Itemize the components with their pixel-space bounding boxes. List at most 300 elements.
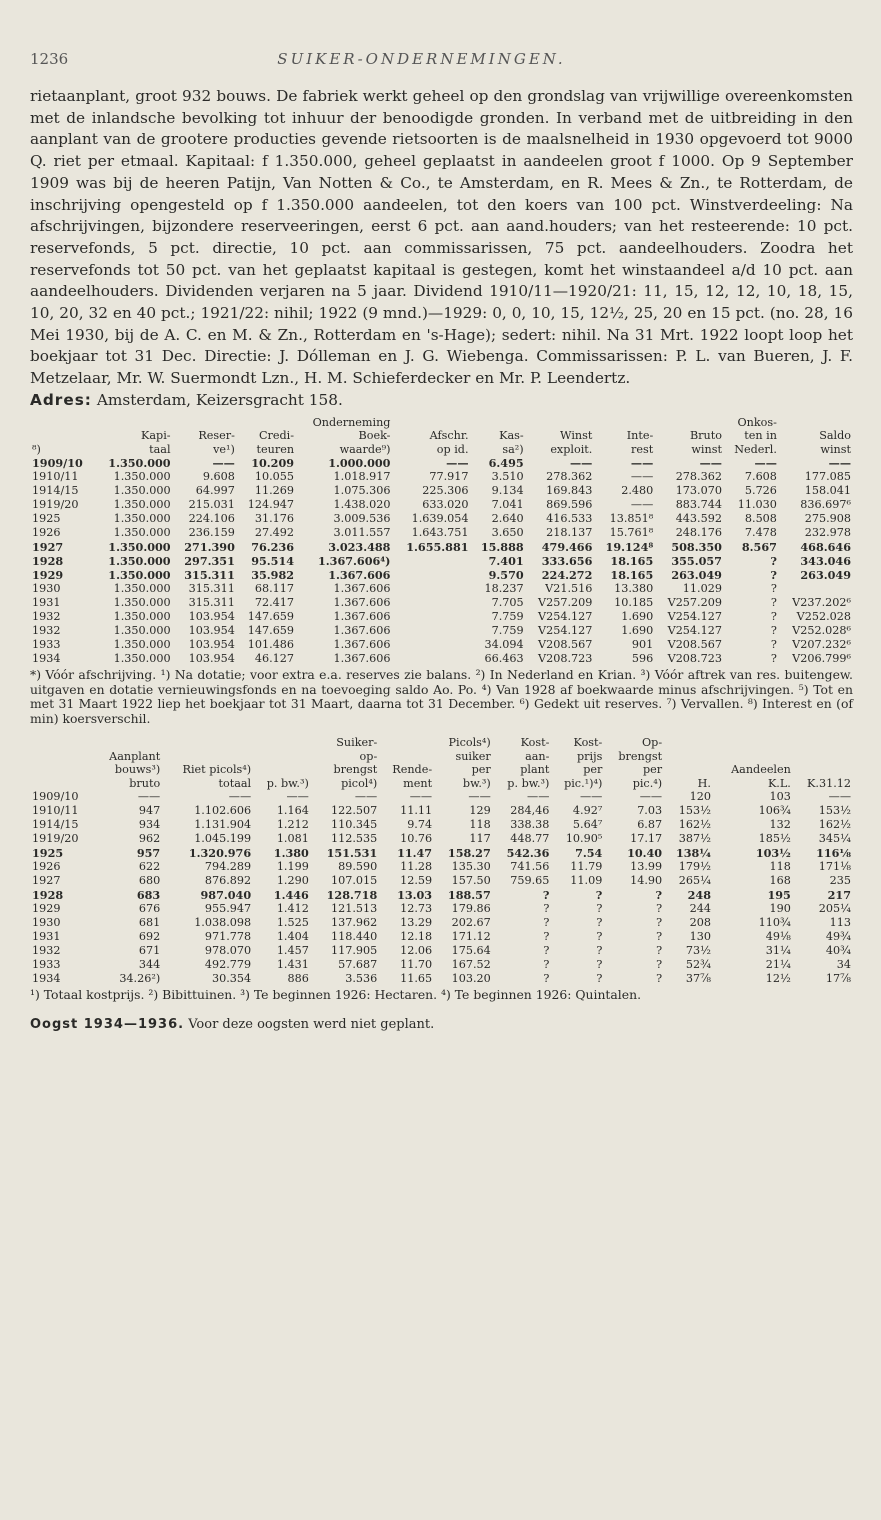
- financial-table-header-cell: Reser-: [198, 429, 235, 443]
- financial-table-header-cell: taal: [149, 442, 171, 456]
- production-table-cell: ——: [137, 790, 161, 804]
- harvest-label: Oogst 1934—1936.: [30, 1016, 185, 1032]
- financial-table-notes: *) Vóór afschrijving. ¹) Na dotatie; voor extra e.a. reserves zie balans. ²) In Nederland en Krian. ³) Vóór aftrek van res. buitengew. uitgaven en dotatie vernieuwingsfonds en na toevoeging saldo Ao. Po. ⁴) Van 1928 af boekwaarde minus afschrijvingen. ⁵) Tot en met 31 Maart 1922 liep het boekjaar tot 31 Maart, daarna tot 31 December. ⁶) Gedekt uit reserves. ⁷) Vervallen. ⁸) Interest en (of min) koersverschil.: [30, 667, 853, 726]
- financial-table-cell: 147.659: [247, 624, 295, 638]
- financial-table-cell: 9.134: [491, 484, 524, 498]
- financial-table-cell: [392, 624, 470, 638]
- production-table-cell: 345¼: [818, 832, 851, 846]
- financial-table-cell: 355.057: [671, 554, 722, 569]
- financial-table-cell: 1.350.000: [108, 568, 171, 583]
- production-table-cell: 1.525: [276, 916, 309, 930]
- production-table-header-cell: pic.⁴): [632, 776, 663, 790]
- production-table-cell: 344: [138, 958, 161, 972]
- financial-table-cell: 15.888: [480, 540, 524, 555]
- financial-table-cell: ?: [770, 568, 777, 583]
- production-table-cell: 195: [767, 888, 791, 903]
- production-table-row: [30, 958, 853, 972]
- production-table-header-cell: [253, 750, 311, 764]
- financial-table-cell: 633.020: [422, 498, 469, 512]
- financial-table-cell: 225.306: [422, 484, 469, 498]
- production-table-header-row: [30, 777, 853, 791]
- production-table-cell: 1928: [32, 888, 64, 903]
- production-table-header-cell: [30, 750, 93, 764]
- production-table-cell: 167.52: [451, 958, 491, 972]
- financial-table-cell: V208.723: [667, 652, 722, 666]
- financial-table-cell: 169.843: [546, 484, 593, 498]
- production-table-cell: ——: [354, 790, 378, 804]
- production-table-cell: 110.345: [330, 818, 378, 832]
- financial-table-cell: 18.237: [484, 582, 524, 596]
- financial-table-row: [30, 624, 853, 638]
- production-table-cell: ?: [596, 902, 603, 916]
- production-table-cell: 1919/20: [32, 832, 79, 846]
- financial-table-cell: [392, 582, 470, 596]
- production-table-header-row: [30, 763, 853, 777]
- production-table-cell: 118: [469, 818, 491, 832]
- production-table-cell: 1.199: [276, 860, 309, 874]
- production-table-header-row: [30, 736, 853, 750]
- production-table-cell: 759.65: [510, 874, 550, 888]
- financial-table-cell: 103.954: [188, 638, 235, 652]
- production-table-cell: 12.59: [400, 874, 433, 888]
- financial-table-header-cell: [779, 416, 853, 430]
- financial-table-cell: 2.480: [621, 484, 654, 498]
- financial-table-cell: 103.954: [188, 610, 235, 624]
- production-table-cell: 876.892: [204, 874, 252, 888]
- financial-table-row: [30, 596, 853, 610]
- production-table-row: [30, 930, 853, 944]
- financial-table-cell: 1929: [32, 568, 64, 583]
- production-table-header-cell: p. bw.³): [266, 776, 309, 790]
- financial-table-cell: 278.362: [675, 470, 722, 484]
- production-table-header-cell: pic.¹)⁴): [564, 776, 603, 790]
- production-table-cell: 13.03: [397, 888, 433, 903]
- production-table: [30, 736, 853, 986]
- company-description: [30, 86, 853, 390]
- financial-table-cell: [392, 638, 470, 652]
- financial-table-cell: 1.350.000: [113, 512, 171, 526]
- production-table-header-cell: op-: [359, 749, 378, 763]
- production-table-cell: 153½: [818, 804, 851, 818]
- financial-table-cell: 18.165: [610, 554, 654, 569]
- production-table-cell: 122.507: [330, 804, 378, 818]
- financial-table-cell: 1926: [32, 526, 61, 540]
- financial-table-cell: 31.176: [254, 512, 295, 526]
- financial-table-header-cell: [173, 416, 237, 430]
- financial-table-cell: 1.438.020: [333, 498, 391, 512]
- production-table-cell: 179½: [678, 860, 711, 874]
- financial-table-header-cell: sa²): [502, 442, 524, 456]
- production-table-cell: 13.99: [630, 860, 663, 874]
- financial-table-cell: 883.744: [675, 498, 722, 512]
- financial-table-cell: ?: [770, 596, 777, 610]
- financial-table-cell: 8.567: [741, 540, 777, 555]
- financial-table-row: [30, 582, 853, 596]
- production-table-row: [30, 916, 853, 930]
- financial-table-cell: 263.049: [800, 568, 851, 583]
- financial-table-cell: V254.127: [538, 610, 593, 624]
- financial-table-row: [30, 484, 853, 498]
- financial-table-header-cell: [594, 416, 655, 430]
- production-table-cell: 244: [689, 902, 711, 916]
- production-table-cell: ?: [543, 972, 550, 986]
- production-table-row: [30, 832, 853, 846]
- production-table-header-cell: [253, 736, 311, 750]
- production-table-cell: 175.64: [451, 944, 491, 958]
- production-table-header-cell: [30, 736, 93, 750]
- financial-table-cell: 103.954: [188, 624, 235, 638]
- financial-table-cell: V21.516: [545, 582, 593, 596]
- production-table-cell: 1.404: [276, 930, 309, 944]
- financial-table-cell: 15.761⁸: [609, 526, 654, 540]
- financial-table-row: [30, 638, 853, 652]
- production-table-cell: 987.040: [200, 888, 252, 903]
- production-table-cell: 151.531: [326, 846, 378, 861]
- financial-table-cell: [392, 554, 470, 568]
- production-table-cell: 52¾: [685, 958, 711, 972]
- financial-table-cell: 7.759: [491, 624, 524, 638]
- production-table-row: [30, 944, 853, 958]
- production-table-row: [30, 804, 853, 818]
- production-table-header-cell: [30, 777, 93, 791]
- production-table-cell: 1.290: [276, 874, 309, 888]
- production-table-cell: 1.164: [276, 804, 309, 818]
- production-table-cell: 1.081: [276, 832, 309, 846]
- financial-table-cell: 3.009.536: [333, 512, 391, 526]
- financial-table-header-cell: Afschr.: [429, 429, 469, 443]
- production-table-cell: 190: [769, 902, 791, 916]
- financial-table-cell: 248.176: [675, 526, 722, 540]
- production-table-cell: 1934: [32, 972, 61, 986]
- production-table-cell: ——: [579, 790, 603, 804]
- financial-table-cell: 5.726: [744, 484, 777, 498]
- financial-table-cell: ——: [446, 456, 469, 471]
- production-table-cell: 1.431: [276, 958, 309, 972]
- production-table-cell: 1.045.199: [194, 832, 252, 846]
- financial-table-row: [30, 652, 853, 666]
- financial-table-cell: 1.350.000: [113, 624, 171, 638]
- harvest-text: Voor deze oogsten werd niet geplant.: [188, 1016, 435, 1032]
- production-table-cell: 1933: [32, 958, 61, 972]
- production-table-cell: 137.962: [330, 916, 378, 930]
- production-table-cell: 11.79: [570, 860, 603, 874]
- production-table-cell: 121.513: [330, 902, 378, 916]
- production-table-cell: 12.06: [400, 944, 433, 958]
- production-table-header-cell: bruto: [129, 776, 161, 790]
- financial-table-cell: 103.954: [188, 652, 235, 666]
- production-table-cell: 11.28: [400, 860, 433, 874]
- financial-table-cell: 19.124⁸: [605, 540, 654, 555]
- financial-table-row: [30, 498, 853, 512]
- financial-table-cell: 1.643.751: [411, 526, 469, 540]
- production-table-cell: 542.36: [506, 846, 550, 861]
- production-table-header-cell: Aanplant: [109, 749, 161, 763]
- production-table-header-cell: [664, 750, 713, 764]
- production-table-header-cell: [93, 736, 162, 750]
- production-table-cell: 17.17: [630, 832, 663, 846]
- financial-table-cell: 34.094: [484, 638, 524, 652]
- production-table-header-cell: [162, 750, 253, 764]
- production-table-cell: 118.440: [330, 930, 378, 944]
- production-table-header-cell: [793, 750, 853, 764]
- page-header: [30, 50, 853, 86]
- financial-table-cell: V257.209: [667, 596, 722, 610]
- production-table-cell: 17⅞: [825, 972, 851, 986]
- financial-table-cell: 9.608: [202, 470, 235, 484]
- production-table-cell: 171⅛: [818, 860, 851, 874]
- financial-table-cell: 10.055: [254, 470, 295, 484]
- production-table-cell: 11.70: [400, 958, 433, 972]
- production-table-cell: ?: [656, 930, 663, 944]
- production-table-cell: 138¼: [675, 846, 711, 861]
- production-table-cell: 1.102.606: [194, 804, 252, 818]
- production-table-cell: 120: [689, 790, 711, 804]
- production-table-cell: 622: [138, 860, 161, 874]
- production-table-cell: 188.57: [447, 888, 491, 903]
- production-table-header-cell: bw.³): [462, 776, 491, 790]
- production-table-header-cell: bouws³): [114, 763, 161, 777]
- production-table-cell: 1931: [32, 930, 61, 944]
- financial-table-cell: ?: [770, 554, 777, 569]
- production-table-notes: ¹) Totaal kostprijs. ²) Bibittuinen. ³) Te beginnen 1926: Hectaren. ⁴) Te beginnen 1926: Quintalen.: [30, 987, 642, 1003]
- financial-table-cell: 68.117: [254, 582, 295, 596]
- financial-table-cell: 224.272: [541, 568, 593, 583]
- production-table-header-row: [30, 750, 853, 764]
- financial-table-cell: 1.367.606: [333, 624, 391, 638]
- production-table-cell: 1.320.976: [188, 846, 252, 861]
- financial-table-cell: ——: [754, 456, 777, 471]
- production-table-cell: 338.38: [510, 818, 550, 832]
- financial-table-cell: 7.608: [744, 470, 777, 484]
- financial-table-cell: 836.697⁶: [800, 498, 851, 512]
- financial-table-header-cell: waarde⁹): [339, 442, 391, 456]
- production-table-cell: 12.18: [400, 930, 433, 944]
- production-table-header-cell: p. bw.³): [507, 776, 550, 790]
- production-table-cell: 10.76: [400, 832, 433, 846]
- production-table-cell: 947: [138, 804, 161, 818]
- production-table-row: [30, 846, 853, 860]
- production-table-header-cell: [793, 763, 853, 777]
- financial-table-cell: 8.508: [744, 512, 777, 526]
- production-table-cell: 162½: [678, 818, 711, 832]
- page-number: 1236: [30, 50, 69, 68]
- production-table-header-cell: Kost-: [520, 735, 550, 749]
- financial-table-cell: 1909/10: [32, 456, 83, 471]
- financial-table-cell: V237.202⁶: [792, 596, 851, 610]
- page: [30, 50, 853, 1032]
- financial-table-header-cell: [30, 416, 95, 430]
- financial-table-cell: 1914/15: [32, 484, 79, 498]
- production-table-cell: 492.779: [204, 958, 252, 972]
- financial-table-header-cell: Bruto: [689, 429, 722, 443]
- production-table-header-cell: Kost-: [573, 735, 603, 749]
- production-table-header-cell: per: [642, 763, 663, 777]
- financial-table-header-cell: rest: [631, 442, 654, 456]
- financial-table-cell: 1.350.000: [113, 484, 171, 498]
- production-table-row: [30, 874, 853, 888]
- production-table-cell: 89.590: [338, 860, 378, 874]
- financial-table-cell: 1.350.000: [113, 652, 171, 666]
- production-table-header-cell: [713, 750, 793, 764]
- production-table-cell: ?: [596, 930, 603, 944]
- financial-table-cell: 1928: [32, 554, 64, 569]
- financial-table-cell: 1.000.000: [328, 456, 391, 471]
- financial-table-header-cell: Inte-: [626, 429, 654, 443]
- production-table-cell: 11.47: [397, 846, 433, 861]
- financial-table-cell: 1.367.606⁴): [317, 554, 391, 569]
- description-paragraph: rietaanplant, groot 932 bouws. De fabriek werkt geheel op den grondslag van vrijwillige overeenkomsten met de inlandsche bevolking tot inhuur der benoodigde gronden. In verband met de uitbreiding in den aanplant van de grootere producties gevende rietsoorten is de maalsnelheid in 1930 opgevoerd tot 9000 Q. riet per etmaal. Kapitaal: f 1.350.000, geheel geplaatst in aandeelen groot f 1000. Op 9 September 1909 was bij de heeren Patijn, Van Notten & Co., te Amsterdam, en R. Mees & Zn., te Rotterdam, de inschrijving opengesteld op f 1.350.000 aandeelen, tot den koers van 100 pct. Winstverdeeling: Na afschrijvingen, bijzondere reserveeringen, eerst 6 pct. aan aand.houders; van het resteerende: 10 pct. reservefonds, 5 pct. directie, 10 pct. aan commissarissen, 75 pct. aandeelhouders. Zoodra het reservefonds tot 50 pct. van het geplaatst kapitaal is gestegen, komt het winstaandeel a/d 10 pct. aan aandeelhouders. Dividenden verjaren na 5 jaar. Dividend 1910/11—1920/21: 11, 15, 12, 12, 10, 18, 15, 10, 20, 32 en 40 pct.; 1921/22: nihil; 1922 (9 mnd.)—1929: 0, 0, 10, 15, 12½, 25, 20 en 15 pct. (no. 28, 16 Mei 1930, bij de A. C. en M. & Zn., Rotterdam en 's-Hage); sedert: nihil. Na 31 Mrt. 1922 loopt loop het boekjaar tot 31 Dec. Directie: J. Dólleman en J. G. Wiebenga. Commissarissen: P. L. van Bueren, J. F. Metzelaar, Mr. W. Suermondt Lzn., H. M. Schieferdecker en Mr. P. Leendertz.: [30, 87, 853, 388]
- production-table-header-cell: aan-: [525, 749, 550, 763]
- financial-table-cell: ?: [770, 624, 777, 638]
- financial-table-cell: 9.570: [488, 568, 524, 583]
- production-table-cell: 107.015: [330, 874, 378, 888]
- production-table-cell: ?: [543, 930, 550, 944]
- production-table-header-cell: per: [471, 763, 491, 777]
- financial-table-cell: 1.350.000: [113, 596, 171, 610]
- financial-table-cell: 7.478: [744, 526, 777, 540]
- financial-table-cell: V208.567: [667, 638, 722, 652]
- production-table-cell: 1.380: [273, 846, 309, 861]
- production-table-cell: ?: [595, 888, 603, 903]
- production-table-cell: 205¼: [818, 902, 851, 916]
- production-table-cell: 680: [138, 874, 161, 888]
- financial-table-cell: 72.417: [254, 596, 295, 610]
- production-table-cell: 135.30: [451, 860, 491, 874]
- financial-table-cell: 1931: [32, 596, 61, 610]
- production-table-cell: 168: [769, 874, 791, 888]
- production-table-cell: 179.86: [451, 902, 491, 916]
- financial-table-cell: 18.165: [610, 568, 654, 583]
- financial-table-cell: 13.380: [614, 582, 654, 596]
- production-table-cell: ?: [542, 888, 550, 903]
- financial-table-cell: 173.070: [675, 484, 722, 498]
- financial-table-cell: 158.041: [804, 484, 851, 498]
- production-table-cell: 34.26²): [119, 972, 161, 986]
- financial-table-cell: [392, 652, 470, 666]
- financial-table-cell: 1919/20: [32, 498, 79, 512]
- production-table-header-cell: prijs: [577, 749, 603, 763]
- financial-table-cell: 35.982: [251, 568, 295, 583]
- financial-table-cell: 1.367.606: [333, 596, 391, 610]
- production-table-cell: ?: [543, 902, 550, 916]
- production-table-row: [30, 790, 853, 804]
- production-table-cell: 387½: [678, 832, 711, 846]
- financial-table-header-cell: teuren: [256, 442, 295, 456]
- production-table-cell: 1.412: [276, 902, 309, 916]
- financial-table-header-cell: ⁸): [32, 442, 41, 456]
- financial-table-cell: V254.127: [667, 610, 722, 624]
- production-table-cell: 1.457: [276, 944, 309, 958]
- financial-table-cell: 1.350.000: [113, 470, 171, 484]
- financial-table-cell: V254.127: [667, 624, 722, 638]
- financial-table-cell: V254.127: [538, 624, 593, 638]
- production-table-cell: 794.289: [204, 860, 252, 874]
- financial-table-cell: 1.690: [621, 610, 654, 624]
- production-table-cell: 73½: [685, 944, 711, 958]
- financial-table-cell: 1.367.606: [328, 568, 391, 583]
- financial-table-row: [30, 540, 853, 554]
- financial-table-cell: 11.029: [682, 582, 722, 596]
- production-table-cell: 49¾: [825, 930, 851, 944]
- production-table-cell: ——: [527, 790, 550, 804]
- financial-table-cell: 64.997: [195, 484, 235, 498]
- financial-table-cell: 1932: [32, 610, 61, 624]
- production-table-cell: ——: [409, 790, 433, 804]
- financial-table-cell: 215.031: [188, 498, 235, 512]
- production-table-cell: 957: [136, 846, 161, 861]
- financial-table-header-cell: [655, 416, 724, 430]
- production-table-cell: 1930: [32, 916, 61, 930]
- production-table-cell: 21¼: [765, 958, 791, 972]
- financial-table-cell: 147.659: [247, 610, 295, 624]
- production-table-cell: 30.354: [211, 972, 252, 986]
- production-table-cell: 110¾: [758, 916, 791, 930]
- production-table-cell: ——: [468, 790, 491, 804]
- production-table-cell: 103½: [755, 846, 791, 861]
- production-table-cell: 153½: [678, 804, 711, 818]
- financial-table-header-cell: op id.: [436, 442, 469, 456]
- production-table-cell: 57.687: [338, 958, 378, 972]
- financial-table-cell: 2.640: [491, 512, 524, 526]
- production-table-cell: 128.718: [326, 888, 378, 903]
- financial-table-cell: 218.137: [546, 526, 593, 540]
- production-table-cell: 116⅛: [816, 846, 851, 861]
- production-table-cell: 671: [138, 944, 161, 958]
- financial-table-cell: 7.041: [491, 498, 524, 512]
- production-table-cell: ?: [656, 902, 663, 916]
- financial-table-cell: 11.269: [254, 484, 295, 498]
- production-table-cell: 248: [687, 888, 711, 903]
- financial-table-cell: 1930: [32, 582, 61, 596]
- production-table-header-cell: plant: [520, 763, 550, 777]
- production-table-header-cell: K.L.: [767, 776, 791, 790]
- production-table-cell: ?: [656, 972, 663, 986]
- production-table-header-cell: [379, 750, 434, 764]
- production-table-cell: 681: [138, 916, 161, 930]
- financial-table-cell: 596: [631, 652, 654, 666]
- financial-table-cell: 869.596: [546, 498, 593, 512]
- production-table-header-cell: [664, 736, 713, 750]
- production-table-cell: 683: [136, 888, 161, 903]
- financial-table-cell: 901: [631, 638, 654, 652]
- financial-table-cell: V252.028: [796, 610, 851, 624]
- harvest-note: [30, 1017, 853, 1032]
- production-table-header-cell: Rende-: [392, 763, 433, 777]
- financial-table-cell: 7.705: [491, 596, 524, 610]
- financial-table-cell: ?: [770, 638, 777, 652]
- financial-table-cell: 46.127: [254, 652, 295, 666]
- financial-table-cell: 1.367.606: [333, 610, 391, 624]
- financial-table-row: [30, 554, 853, 568]
- production-table-cell: 1.212: [276, 818, 309, 832]
- production-table-cell: 49⅛: [765, 930, 791, 944]
- production-table-header-cell: [379, 736, 434, 750]
- production-table-cell: 118: [769, 860, 791, 874]
- production-table-cell: 11.65: [400, 972, 433, 986]
- production-table-cell: ——: [639, 790, 663, 804]
- production-table-cell: 1.446: [273, 888, 309, 903]
- financial-table-header-cell: Saldo: [819, 429, 851, 443]
- production-table-header-cell: [253, 763, 311, 777]
- financial-table-cell: 278.362: [546, 470, 593, 484]
- production-table-cell: ——: [228, 790, 252, 804]
- financial-table-cell: V252.028⁶: [792, 624, 851, 638]
- production-table-cell: 11.11: [400, 804, 433, 818]
- financial-table-cell: 13.851⁸: [609, 512, 654, 526]
- production-table-cell: 40¾: [825, 944, 851, 958]
- financial-table-header-cell: ve¹): [213, 442, 235, 456]
- running-title: SUIKER-ONDERNEMINGEN.: [277, 50, 566, 68]
